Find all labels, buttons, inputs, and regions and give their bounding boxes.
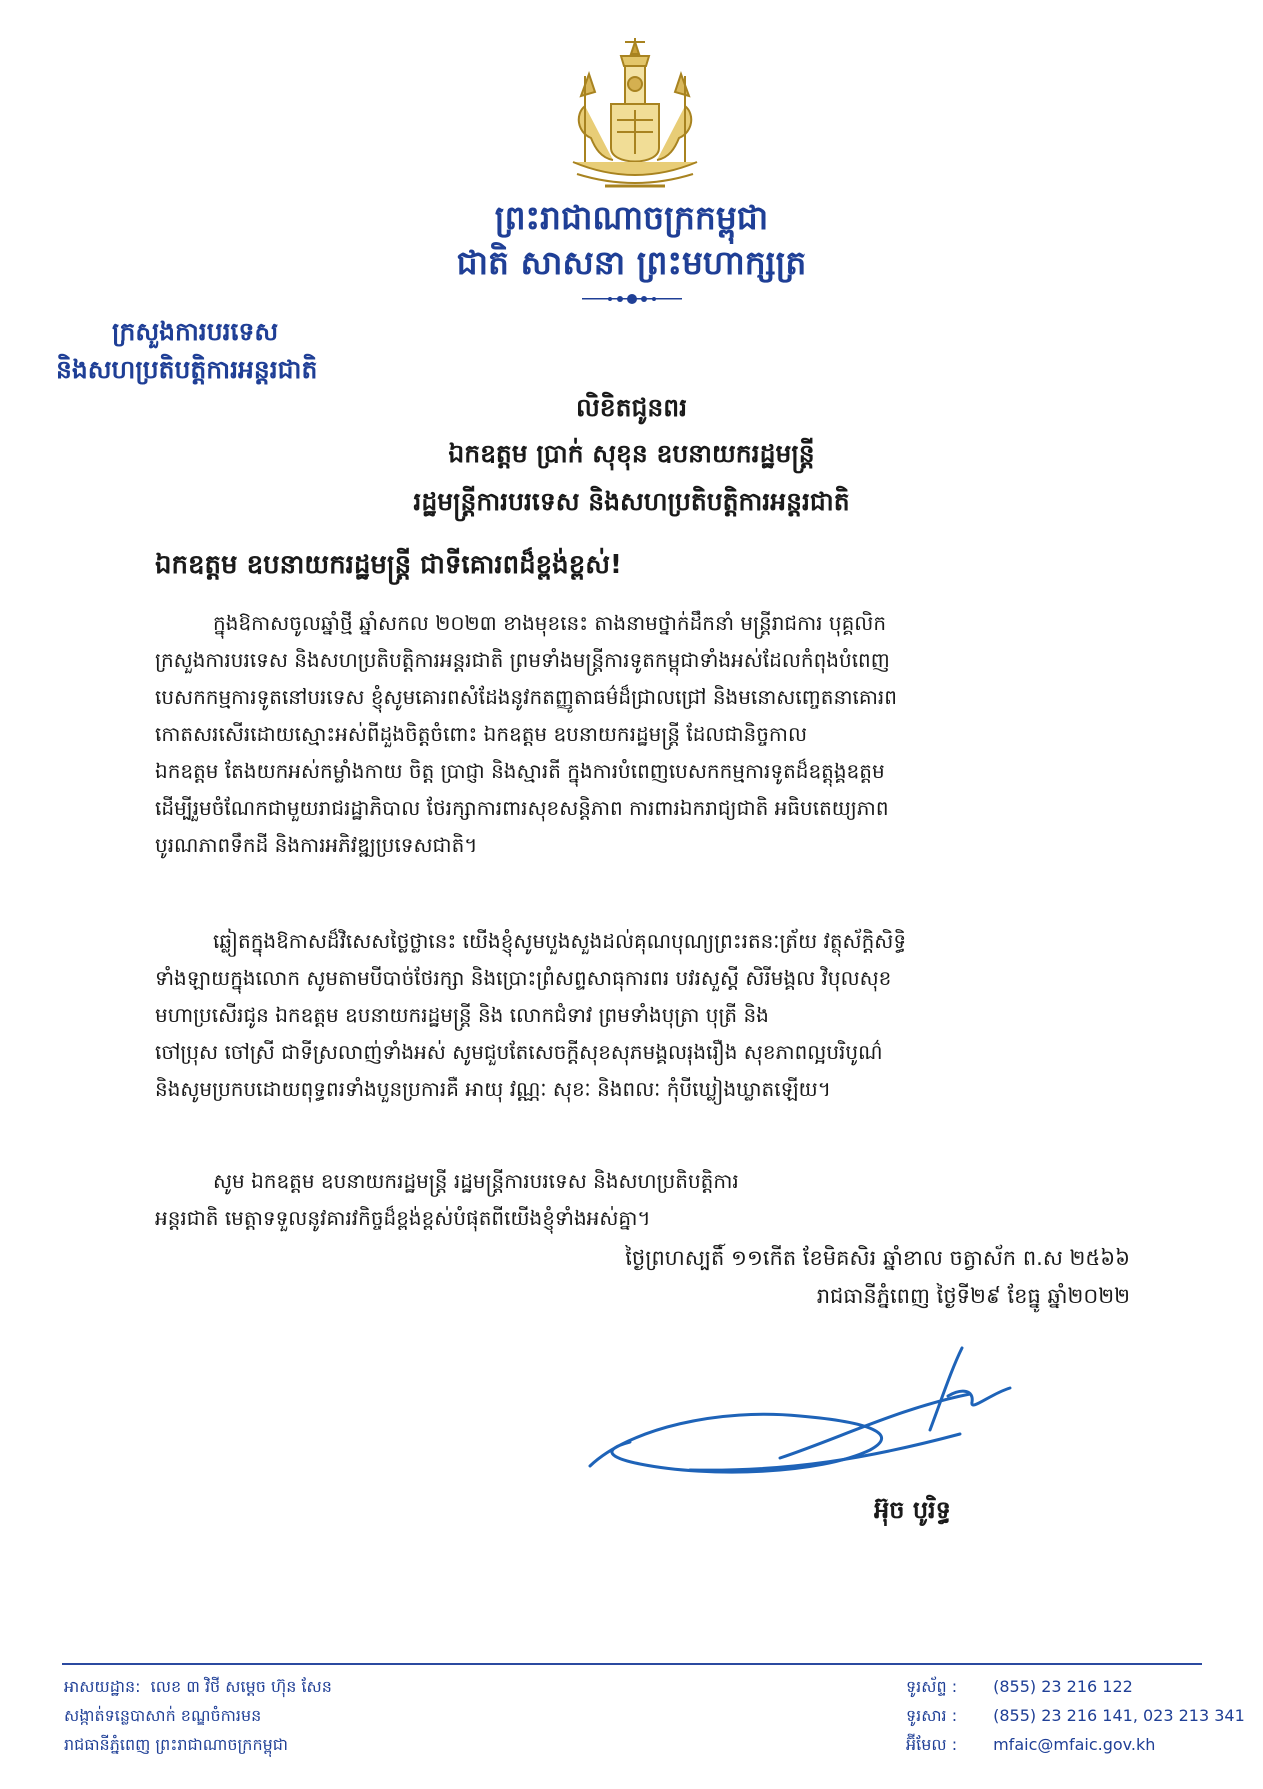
lunar-date: ថ្ងៃព្រហស្បតិ៍ ១១កើត ខែមិគសិរ ឆ្នាំខាល ចត្វាស័ក ព.ស ២៥៦៦ [625, 1246, 1130, 1270]
phone-number: (855) 23 216 122 [993, 1677, 1133, 1696]
phone-label: ទូរស័ព្ទ : [906, 1677, 958, 1696]
paragraph-line: និងសូមប្រកបដោយពុទ្ធពរទាំងបួនប្រការគឺ អាយុ វណ្ណៈ សុខៈ និងពលៈ កុំបីឃ្លៀងឃ្លាតឡើយ។ [155, 1077, 831, 1101]
national-motto: ជាតិ សាសនា ព្រះមហាក្សត្រ [456, 243, 807, 282]
address-line: សង្កាត់ទន្លេបាសាក់ ខណ្ឌចំការមន [64, 1706, 262, 1725]
recipient-position: រដ្ឋមន្ត្រីការបរទេស និងសហប្រតិបត្តិការអន្តរជាតិ [413, 487, 850, 516]
paragraph-line: មហាប្រសើរជូន ឯកឧត្តម ឧបនាយករដ្ឋមន្ត្រី និង លោកជំទាវ ព្រមទាំងបុត្រា បុត្រី និង [155, 1003, 769, 1027]
paragraph-line: ក្រសួងការបរទេស និងសហប្រតិបត្តិការអន្តរជាតិ ព្រមទាំងមន្ត្រីការទូតកម្ពុជាទាំងអស់ដែលកំពុងបំពេញ [155, 648, 890, 672]
letter-type-title: លិខិតជូនពរ [575, 393, 688, 422]
salutation: ឯកឧត្តម ឧបនាយករដ្ឋមន្ត្រី ជាទីគោរពដ៏ខ្ពង់ខ្ពស់! [155, 550, 622, 580]
email-address: mfaic@mfaic.gov.kh [993, 1735, 1156, 1754]
fax-number: (855) 23 216 141, 023 213 341 [993, 1706, 1245, 1725]
kingdom-title: ព្រះរាជាណាចក្រកម្ពុជា [494, 198, 769, 237]
letter-paragraph-1 [155, 605, 1130, 864]
signer-name: អ៊ុច បូរិទ្ធ [874, 1496, 951, 1524]
paragraph-line: បេសកកម្មការទូតនៅបរទេស ខ្ញុំសូមគោរពសំដែងនូវកតញ្ញូតាធម៌ដ៏ជ្រាលជ្រៅ និងមនោសញ្ចេតនាគោរព [155, 685, 897, 709]
footer-address [64, 1672, 332, 1759]
handwritten-signature-icon [570, 1338, 1060, 1486]
fax-label: ទូរសារ : [906, 1706, 958, 1725]
solar-date: រាជធានីភ្នំពេញ ថ្ងៃទី២៩ ខែធ្នូ ឆ្នាំ២០២២ [816, 1284, 1130, 1308]
paragraph-line: ឯកឧត្តម តែងយកអស់កម្លាំងកាយ ចិត្ត ប្រាជ្ញា និងស្មារតី ក្នុងការបំពេញបេសកកម្មការទូតដ៏ឧត្តុង្គឧត្តម [155, 759, 885, 783]
paragraph-line: ទាំងឡាយក្នុងលោក សូមតាមបីបាច់ថែរក្សា និងប្រោះព្រំសព្ទសាធុការពរ បវរសួស្តី សិរីមង្គល វិបុលសុខ [155, 966, 892, 990]
ministry-name-line2: និងសហប្រតិបត្តិការអន្តរជាតិ [56, 355, 318, 384]
paragraph-line: សូម ឯកឧត្តម ឧបនាយករដ្ឋមន្ត្រី រដ្ឋមន្ត្រីការបរទេស និងសហប្រតិបត្តិការ [213, 1169, 739, 1193]
paragraph-line: អន្តរជាតិ មេត្តាទទួលនូវគារវកិច្ចដ៏ខ្ពង់ខ្ពស់បំផុតពីយើងខ្ញុំទាំងអស់គ្នា។ [155, 1206, 651, 1230]
paragraph-line: បូរណភាពទឹកដី និងការអភិវឌ្ឍប្រទេសជាតិ។ [155, 833, 478, 857]
email-label: អ៊ីមែល : [906, 1735, 958, 1754]
paragraph-line: ឆ្លៀតក្នុងឱកាសដ៏វិសេសថ្លៃថ្លានេះ យើងខ្ញុំសូមបួងសួងដល់គុណបុណ្យព្រះរតនៈត្រ័យ វត្ថុស័ក្តិសិទ្ធិ [213, 929, 907, 953]
letter-paragraph-3 [155, 1163, 1130, 1237]
letter-paragraph-2 [155, 923, 1130, 1108]
address-line: លេខ ៣ វិថី សម្តេច ហ៊ុន សែន [150, 1677, 332, 1696]
royal-coat-of-arms-icon [555, 36, 715, 196]
footer-contacts [906, 1672, 1245, 1759]
paragraph-line: ដើម្បីរួមចំណែកជាមួយរាជរដ្ឋាភិបាល ថែរក្សាការពារសុខសន្តិភាព ការពារឯករាជ្យជាតិ អធិបតេយ្យភាព [155, 796, 889, 820]
paragraph-line: កោតសរសើរដោយស្មោះអស់ពីដួងចិត្តចំពោះ ឯកឧត្តម ឧបនាយករដ្ឋមន្ត្រី ដែលជានិច្ចកាល [155, 722, 807, 746]
address-label: អាសយដ្ឋាន: [64, 1677, 141, 1696]
address-line: រាជធានីភ្នំពេញ ព្រះរាជាណាចក្រកម្ពុជា [64, 1735, 288, 1754]
paragraph-line: ចៅប្រុស ចៅស្រី ជាទីស្រលាញ់ទាំងអស់ សូមជួបតែសេចក្តីសុខសុភមង្គលរុងរឿង សុខភាពល្អបរិបូណ៌ [155, 1040, 883, 1064]
footer-divider [62, 1663, 1202, 1665]
paragraph-line: ក្នុងឱកាសចូលឆ្នាំថ្មី ឆ្នាំសកល ២០២៣ ខាងមុខនេះ តាងនាមថ្នាក់ដឹកនាំ មន្ត្រីរាជការ បុគ្គលិក [213, 611, 887, 635]
ministry-name-line1: ក្រសួងការបរទេស [112, 317, 279, 346]
recipient-title: ឯកឧត្តម ប្រាក់ សុខុន ឧបនាយករដ្ឋមន្ត្រី [448, 439, 815, 468]
decorative-divider-icon [580, 290, 684, 308]
